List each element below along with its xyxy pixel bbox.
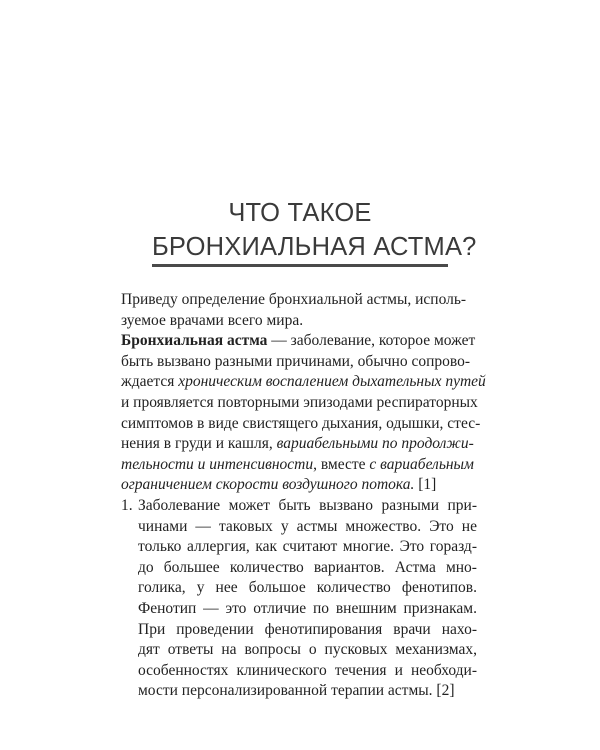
- list-line-6: Фенотип — это отличие по внешним признакам.: [138, 599, 477, 617]
- list-line-4: до большее количество вариантов. Астма мно-: [138, 558, 477, 576]
- list-line-10: мости персонализированной терапии астмы. [2]: [138, 682, 455, 700]
- numbered-list-item: [121, 496, 478, 702]
- chapter-title-line-2: БРОНХИАЛЬНАЯ АСТМА?: [152, 233, 477, 261]
- list-number: 1.: [121, 496, 133, 514]
- definition-line-4: и проявляется повторными эпизодами респираторных: [121, 393, 478, 411]
- chapter-title-line-1: ЧТО ТАКОЕ: [228, 199, 372, 227]
- list-line-5: голика, у нее большое количество фенотипов.: [138, 579, 477, 597]
- intro-line-2: зуемое врачами всего мира.: [121, 311, 304, 329]
- title-underline: [152, 264, 448, 267]
- definition-line-1: Бронхиальная астма — заболевание, которое может: [121, 332, 476, 350]
- definition-line-2: быть вызвано разными причинами, обычно сопрово-: [121, 352, 470, 370]
- list-line-3: только аллергия, как считают многие. Это горазд-: [138, 538, 477, 556]
- list-line-8: дят ответы на вопросы о пусковых механизмах,: [138, 641, 478, 659]
- list-line-7: При проведении фенотипирования врачи нахо-: [138, 620, 477, 638]
- definition-line-3: ждается хроническим воспалением дыхательных путей: [121, 373, 486, 391]
- list-item-body: [121, 496, 478, 702]
- definition-line-6: нения в груди и кашля, вариабельными по продолжи-: [121, 435, 474, 453]
- definition-term: Бронхиальная астма: [121, 332, 268, 350]
- intro-line-1: Приведу определение бронхиальной астмы, исполь-: [121, 291, 467, 308]
- chapter-title: [152, 196, 477, 264]
- definition-line-8: ограничением скорости воздушного потока. [1]: [121, 476, 437, 494]
- list-line-2: чинами — таковых у астмы множество. Это не: [138, 517, 477, 535]
- definition-line-5: симптомов в виде свистящего дыхания, одышки, стес-: [121, 414, 481, 432]
- list-line-9: особенностях клинического течения и необходи-: [138, 661, 478, 679]
- definition-paragraph: [121, 331, 486, 496]
- definition-line-7: тельности и интенсивности, вместе с вариабельным: [121, 455, 474, 473]
- page-body: [121, 290, 486, 702]
- list-line-1: Заболевание может быть вызвано разными при-: [138, 496, 478, 514]
- intro-paragraph: [121, 290, 467, 331]
